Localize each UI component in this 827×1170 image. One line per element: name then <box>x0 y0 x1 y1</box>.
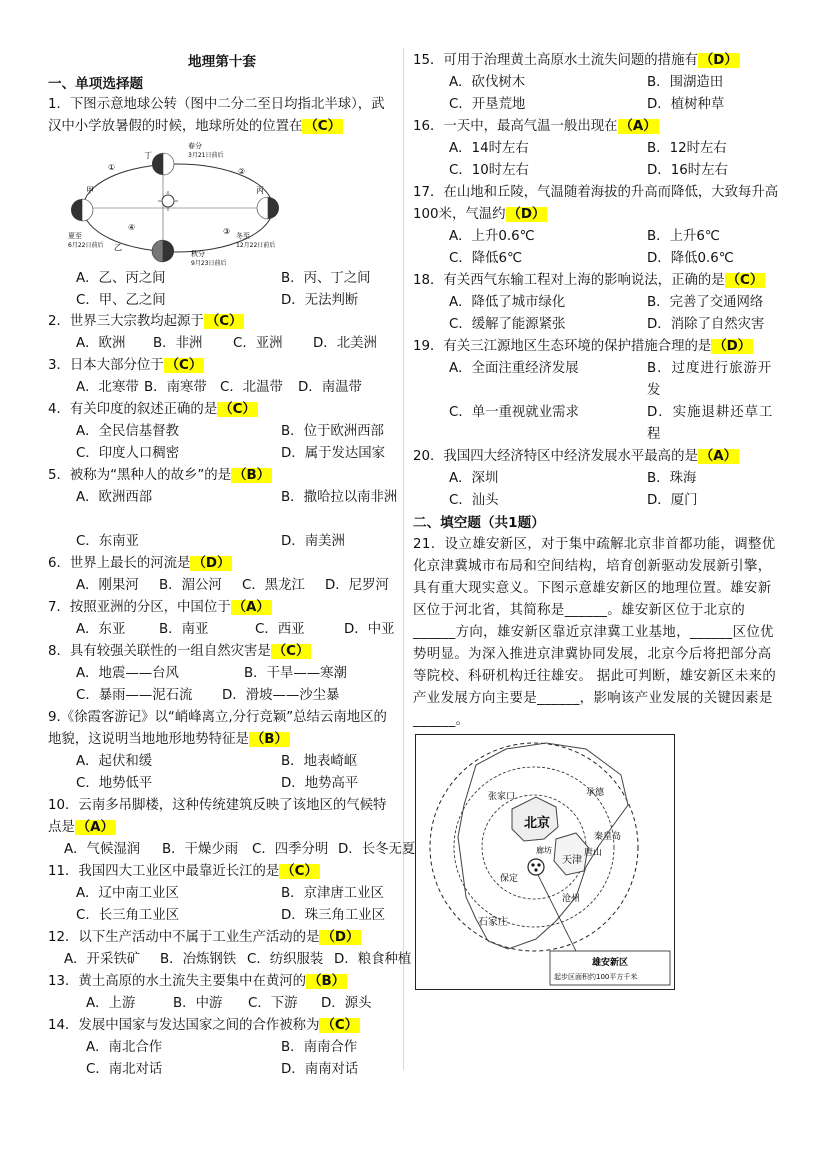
option-c[interactable]: C．单一重视就业需求 <box>449 405 579 420</box>
question-18: 18．有关西气东输工程对上海的影响说法，正确的是 （C） A．降低了城市绿化 B．完善了交通网络 C．缓解了能源紧张 D．消除了自然灾害 <box>413 270 783 336</box>
option-a[interactable]: A．欧洲 <box>76 336 126 351</box>
label-n1: ① <box>108 163 116 172</box>
answer-badge: （C） <box>205 314 243 329</box>
option-d[interactable]: D．长冬无夏 <box>338 842 416 857</box>
option-c[interactable]: C．甲、乙之间 <box>76 293 166 308</box>
city-tangshan: 唐山 <box>584 848 603 858</box>
option-d[interactable]: D．植树种草 <box>647 97 725 112</box>
question-3: 3．日本大部分位于 （C） A．北寒带 B．南寒带 C．北温带 D．南温带 <box>48 355 396 399</box>
legend-subtitle: 起步区面积约100平方千米 <box>554 973 638 981</box>
answer-badge: （D） <box>507 207 546 222</box>
answer-badge: （A） <box>232 600 270 615</box>
option-d[interactable]: D．无法判断 <box>281 293 359 308</box>
option-d[interactable]: D．消除了自然灾害 <box>647 317 765 332</box>
option-c[interactable]: C．地势低平 <box>76 776 153 791</box>
answer-badge: （C） <box>321 1018 359 1033</box>
option-a[interactable]: A．辽中南工业区 <box>76 886 179 901</box>
option-b[interactable]: B．丙、丁之间 <box>281 271 371 286</box>
answer-badge: （A） <box>76 820 114 835</box>
option-a[interactable]: A．刚果河 <box>76 578 139 593</box>
option-b[interactable]: B．京津唐工业区 <box>281 886 384 901</box>
option-d[interactable]: D．属于发达国家 <box>281 446 386 461</box>
option-d[interactable]: D．中亚 <box>344 622 395 637</box>
option-a[interactable]: A．上游 <box>86 996 136 1011</box>
question-11: 11．我国四大工业区中最靠近长江的是 （C） A．辽中南工业区 B．京津唐工业区 C．长三角工业区 D．珠三角工业区 <box>48 861 396 927</box>
answer-badge: （C） <box>272 644 310 659</box>
option-a[interactable]: A．全民信基督教 <box>76 424 179 439</box>
question-12: 12．以下生产活动中不属于工业生产活动的是 （D） A．开采铁矿 B．冶炼钢铁 C．纺织服装 D．粮食种植 <box>48 927 396 971</box>
question-4: 4．有关印度的叙述正确的是 （C） A．全民信基督教 B．位于欧洲西部 C．印度人口稠密 D．属于发达国家 <box>48 399 396 465</box>
label-jia: 甲 <box>86 186 94 195</box>
option-b[interactable]: B．上升6℃ <box>647 229 720 244</box>
earth-autumn <box>152 240 174 262</box>
option-d[interactable]: D．粮食种植 <box>334 952 412 967</box>
city-baoding: 保定 <box>500 874 519 884</box>
option-c[interactable]: C．下游 <box>248 996 298 1011</box>
answer-badge: （A） <box>699 449 738 464</box>
option-b[interactable]: B．中游 <box>173 996 223 1011</box>
xiongan-map <box>415 734 675 990</box>
city-tianjin: 天津 <box>562 855 582 866</box>
option-b[interactable]: B．南寒带 <box>144 380 207 395</box>
question-10: 10．云南多吊脚楼，这种传统建筑反映了该地区的气候特点是 （A） A．气候湿润 B．干燥少雨 C．四季分明 D．长冬无夏 <box>48 795 396 861</box>
option-d[interactable]: D．南南对话 <box>281 1062 359 1077</box>
option-a[interactable]: A．深圳 <box>449 471 499 486</box>
option-b[interactable]: B．过度进行旅游开发 <box>647 361 773 398</box>
option-c[interactable]: C．降低6℃ <box>449 251 523 266</box>
option-c[interactable]: C．南北对话 <box>86 1062 163 1077</box>
option-d[interactable]: D．尼罗河 <box>325 578 389 593</box>
question-6: 6．世界上最长的河流是 （D） A．刚果河 B．湄公河 C．黑龙江 D．尼罗河 <box>48 553 396 597</box>
legend-title: 雄安新区 <box>592 958 629 968</box>
label-bing: 丙 <box>256 186 264 195</box>
label-winter-date: 12月22日前后 <box>236 242 276 249</box>
label-summer: 夏至 <box>68 232 82 240</box>
option-c[interactable]: C．10时左右 <box>449 163 529 178</box>
question-16: 16．一天中，最高气温一般出现在 （A） A．14时左右 B．12时左右 C．10时左右 D．16时左右 <box>413 116 783 182</box>
question-17: 17．在山地和丘陵，气温随着海拔的升高而降低，大致每升高100米，气温约 （D） A．上升0.6℃ B．上升6℃ C．降低6℃ D．降低0.6℃ <box>413 182 783 270</box>
label-summer-date: 6月22日前后 <box>68 242 104 249</box>
option-d[interactable]: D．南温带 <box>298 380 362 395</box>
option-a[interactable]: A．乙、丙之间 <box>76 271 166 286</box>
option-d[interactable]: D．珠三角工业区 <box>281 908 386 923</box>
question-2: 2．世界三大宗教均起源于 （C） A．欧洲 B．非洲 C．亚洲 D．北美洲 <box>48 311 396 355</box>
option-b[interactable]: B．干燥少雨 <box>162 842 239 857</box>
city-chengde: 承德 <box>586 788 605 798</box>
answer-badge: （D） <box>713 339 752 354</box>
option-b[interactable]: B．地表崎岖 <box>281 754 358 769</box>
city-zhangjiakou: 张家口 <box>488 792 516 802</box>
question-19: 19．有关三江源地区生态环境的保护措施合理的是 （D） A．全面注重经济发展 B．过度进行旅游开发 C．单一重视就业需求 D．实施退耕还草工程 <box>413 336 783 446</box>
label-winter: 冬至 <box>236 232 250 240</box>
option-a[interactable]: A．14时左右 <box>449 141 529 156</box>
option-a[interactable]: A．北寒带 <box>76 380 139 395</box>
option-d[interactable]: D．北美洲 <box>313 336 377 351</box>
option-c[interactable]: C．四季分明 <box>252 842 329 857</box>
question-13: 13．黄土高原的水土流失主要集中在黄河的 （B） A．上游 B．中游 C．下游 D．源头 <box>48 971 396 1015</box>
option-c[interactable]: C．西亚 <box>255 622 305 637</box>
tianjin-outline <box>554 833 588 875</box>
answer-badge: （D） <box>192 556 231 571</box>
section-heading-fill: 二、填空题（共1题） <box>413 515 545 531</box>
option-d[interactable]: D．地势高平 <box>281 776 359 791</box>
option-b[interactable]: B．围湖造田 <box>647 75 724 90</box>
option-b[interactable]: B．撒哈拉以南非洲 <box>281 490 398 505</box>
question-1: 1．下图示意地球公转（图中二分二至日均指北半球），武汉中小学放暑假的时候，地球所处的位置在 （C） <box>48 97 385 134</box>
answer-badge: （B） <box>233 468 271 483</box>
option-c[interactable]: C．开垦荒地 <box>449 97 526 112</box>
option-a[interactable]: A．地震——台风 <box>76 666 179 681</box>
answer-badge: （C） <box>281 864 318 879</box>
page-title: 地理第十套 <box>188 54 256 70</box>
option-a[interactable]: A．全面注重经济发展 <box>449 361 579 376</box>
section-heading-choice: 一、单项选择题 <box>48 76 144 92</box>
label-yi: 乙 <box>114 243 122 252</box>
question-5: 5．被称为“黑种人的故乡”的是 （B） A．欧洲西部 B．撒哈拉以南非洲 C．东南亚 D．南美洲 <box>48 465 396 553</box>
option-b[interactable]: B．位于欧洲西部 <box>281 424 384 439</box>
label-autumn: 秋分 <box>191 250 205 258</box>
option-d[interactable]: D．源头 <box>321 996 372 1011</box>
city-cangzhou: 沧州 <box>562 894 581 904</box>
option-d[interactable]: D．厦门 <box>647 493 698 508</box>
option-a[interactable]: A．起伏和缓 <box>76 754 153 769</box>
option-b[interactable]: B．珠海 <box>647 471 697 486</box>
answer-badge: （D） <box>321 930 360 945</box>
option-d[interactable]: D．实施退耕还草工程 <box>647 405 774 442</box>
option-a[interactable]: A．南北合作 <box>86 1040 163 1055</box>
option-b[interactable]: B．冶炼钢铁 <box>160 952 237 967</box>
question-7: 7．按照亚洲的分区，中国位于 （A） A．东亚 B．南亚 C．西亚 D．中亚 <box>48 597 396 641</box>
option-c[interactable]: C．暴雨——泥石流 <box>76 688 193 703</box>
option-b[interactable]: B．干旱——寒潮 <box>244 666 347 681</box>
earth-winter <box>257 197 279 219</box>
city-beijing: 北京 <box>524 816 551 831</box>
orbit-diagram <box>68 138 288 268</box>
option-b[interactable]: B．湄公河 <box>159 578 222 593</box>
option-d[interactable]: D．南美洲 <box>281 534 345 549</box>
label-spring: 春分 <box>188 142 202 150</box>
answer-badge: （C） <box>219 402 256 417</box>
answer-badge: （C） <box>726 273 764 288</box>
option-a[interactable]: A．欧洲西部 <box>76 490 153 505</box>
earth-summer <box>71 199 93 221</box>
label-spring-date: 3月21日前后 <box>188 152 224 159</box>
label-n3: ③ <box>223 227 231 236</box>
answer-badge: （D） <box>699 53 738 68</box>
answer-badge: （C） <box>165 358 203 373</box>
outer-radius-ring <box>430 743 638 951</box>
option-a[interactable]: A．降低了城市绿化 <box>449 295 566 310</box>
option-c[interactable]: C．黑龙江 <box>242 578 305 593</box>
option-c[interactable]: C．东南亚 <box>76 534 139 549</box>
question-21: 21．设立雄安新区，对于集中疏解北京非首都功能，调整优化京津冀城市布局和空间结构，培育创新驱动发展新引擎，具有重大现实意义。下图示意雄安新区的地理位置。雄安新区位于河北省，其简称是______。雄安新区位于北京的______方向，雄安新区靠近京津冀工业基地，______区位优势明显。为深入推进京津冀协同发展，北京今后将把部分高等院校、科研机构迁往雄安。 据此可判断，雄安新区未来的产业发展方向主要是______，影响该产业发展的关键因素是______。 <box>413 537 777 728</box>
question-20: 20．我国四大经济特区中经济发展水平最高的是 （A） A．深圳 B．珠海 C．汕头 D．厦门 <box>413 446 783 512</box>
label-n4: ④ <box>128 223 136 232</box>
option-a[interactable]: A．开采铁矿 <box>64 952 141 967</box>
question-8: 8．具有较强关联性的一组自然灾害是 （C） A．地震——台风 B．干旱——寒潮 C．暴雨——泥石流 D．滑坡——沙尘暴 <box>48 641 396 707</box>
xiongan-marker <box>528 859 544 875</box>
label-n2: ② <box>238 167 246 176</box>
option-d[interactable]: D．16时左右 <box>647 163 728 178</box>
option-c[interactable]: C．北温带 <box>220 380 283 395</box>
question-1-options <box>48 268 396 312</box>
option-b[interactable]: B．非洲 <box>153 336 203 351</box>
question-9: 9.《徐霞客游记》以“峭峰离立,分行竞颖”总结云南地区的地貌，这说明当地地形地势特征是 （B） A．起伏和缓 B．地表崎岖 C．地势低平 D．地势高平 <box>48 707 396 795</box>
answer-badge: （A） <box>619 119 657 134</box>
option-c[interactable]: C．缓解了能源紧张 <box>449 317 566 332</box>
answer-badge: （B） <box>250 732 288 747</box>
city-qinhuangdao: 秦皇岛 <box>594 832 622 842</box>
label-autumn-date: 9月23日前后 <box>191 260 227 267</box>
option-c[interactable]: C．长三角工业区 <box>76 908 180 923</box>
option-a[interactable]: A．气候湿润 <box>64 842 141 857</box>
option-d[interactable]: D．降低0.6℃ <box>647 251 734 266</box>
city-shijiazhuang: 石家庄 <box>478 917 508 928</box>
question-14: 14．发展中国家与发达国家之间的合作被称为 （C） A．南北合作 B．南南合作 C．南北对话 D．南南对话 <box>48 1015 396 1081</box>
option-c[interactable]: C．印度人口稠密 <box>76 446 180 461</box>
answer-badge: （B） <box>308 974 346 989</box>
option-a[interactable]: A．砍伐树木 <box>449 75 526 90</box>
option-b[interactable]: B．南南合作 <box>281 1040 358 1055</box>
option-b[interactable]: B．12时左右 <box>647 141 727 156</box>
label-ding: 丁 <box>144 151 152 160</box>
column-divider <box>403 48 404 1070</box>
option-c[interactable]: C．汕头 <box>449 493 499 508</box>
answer-badge: （C） <box>304 119 342 134</box>
option-c[interactable]: C．亚洲 <box>233 336 283 351</box>
question-15: 15．可用于治理黄土高原水土流失问题的措施有 （D） A．砍伐树木 B．围湖造田 C．开垦荒地 D．植树种草 <box>413 50 783 116</box>
option-d[interactable]: D．滑坡——沙尘暴 <box>222 688 340 703</box>
option-b[interactable]: B．完善了交通网络 <box>647 295 764 310</box>
option-a[interactable]: A．东亚 <box>76 622 126 637</box>
option-b[interactable]: B．南亚 <box>159 622 209 637</box>
earth-spring <box>152 153 174 175</box>
option-a[interactable]: A．上升0.6℃ <box>449 229 535 244</box>
option-c[interactable]: C．纺织服装 <box>247 952 324 967</box>
city-langfang: 廊坊 <box>536 846 552 855</box>
